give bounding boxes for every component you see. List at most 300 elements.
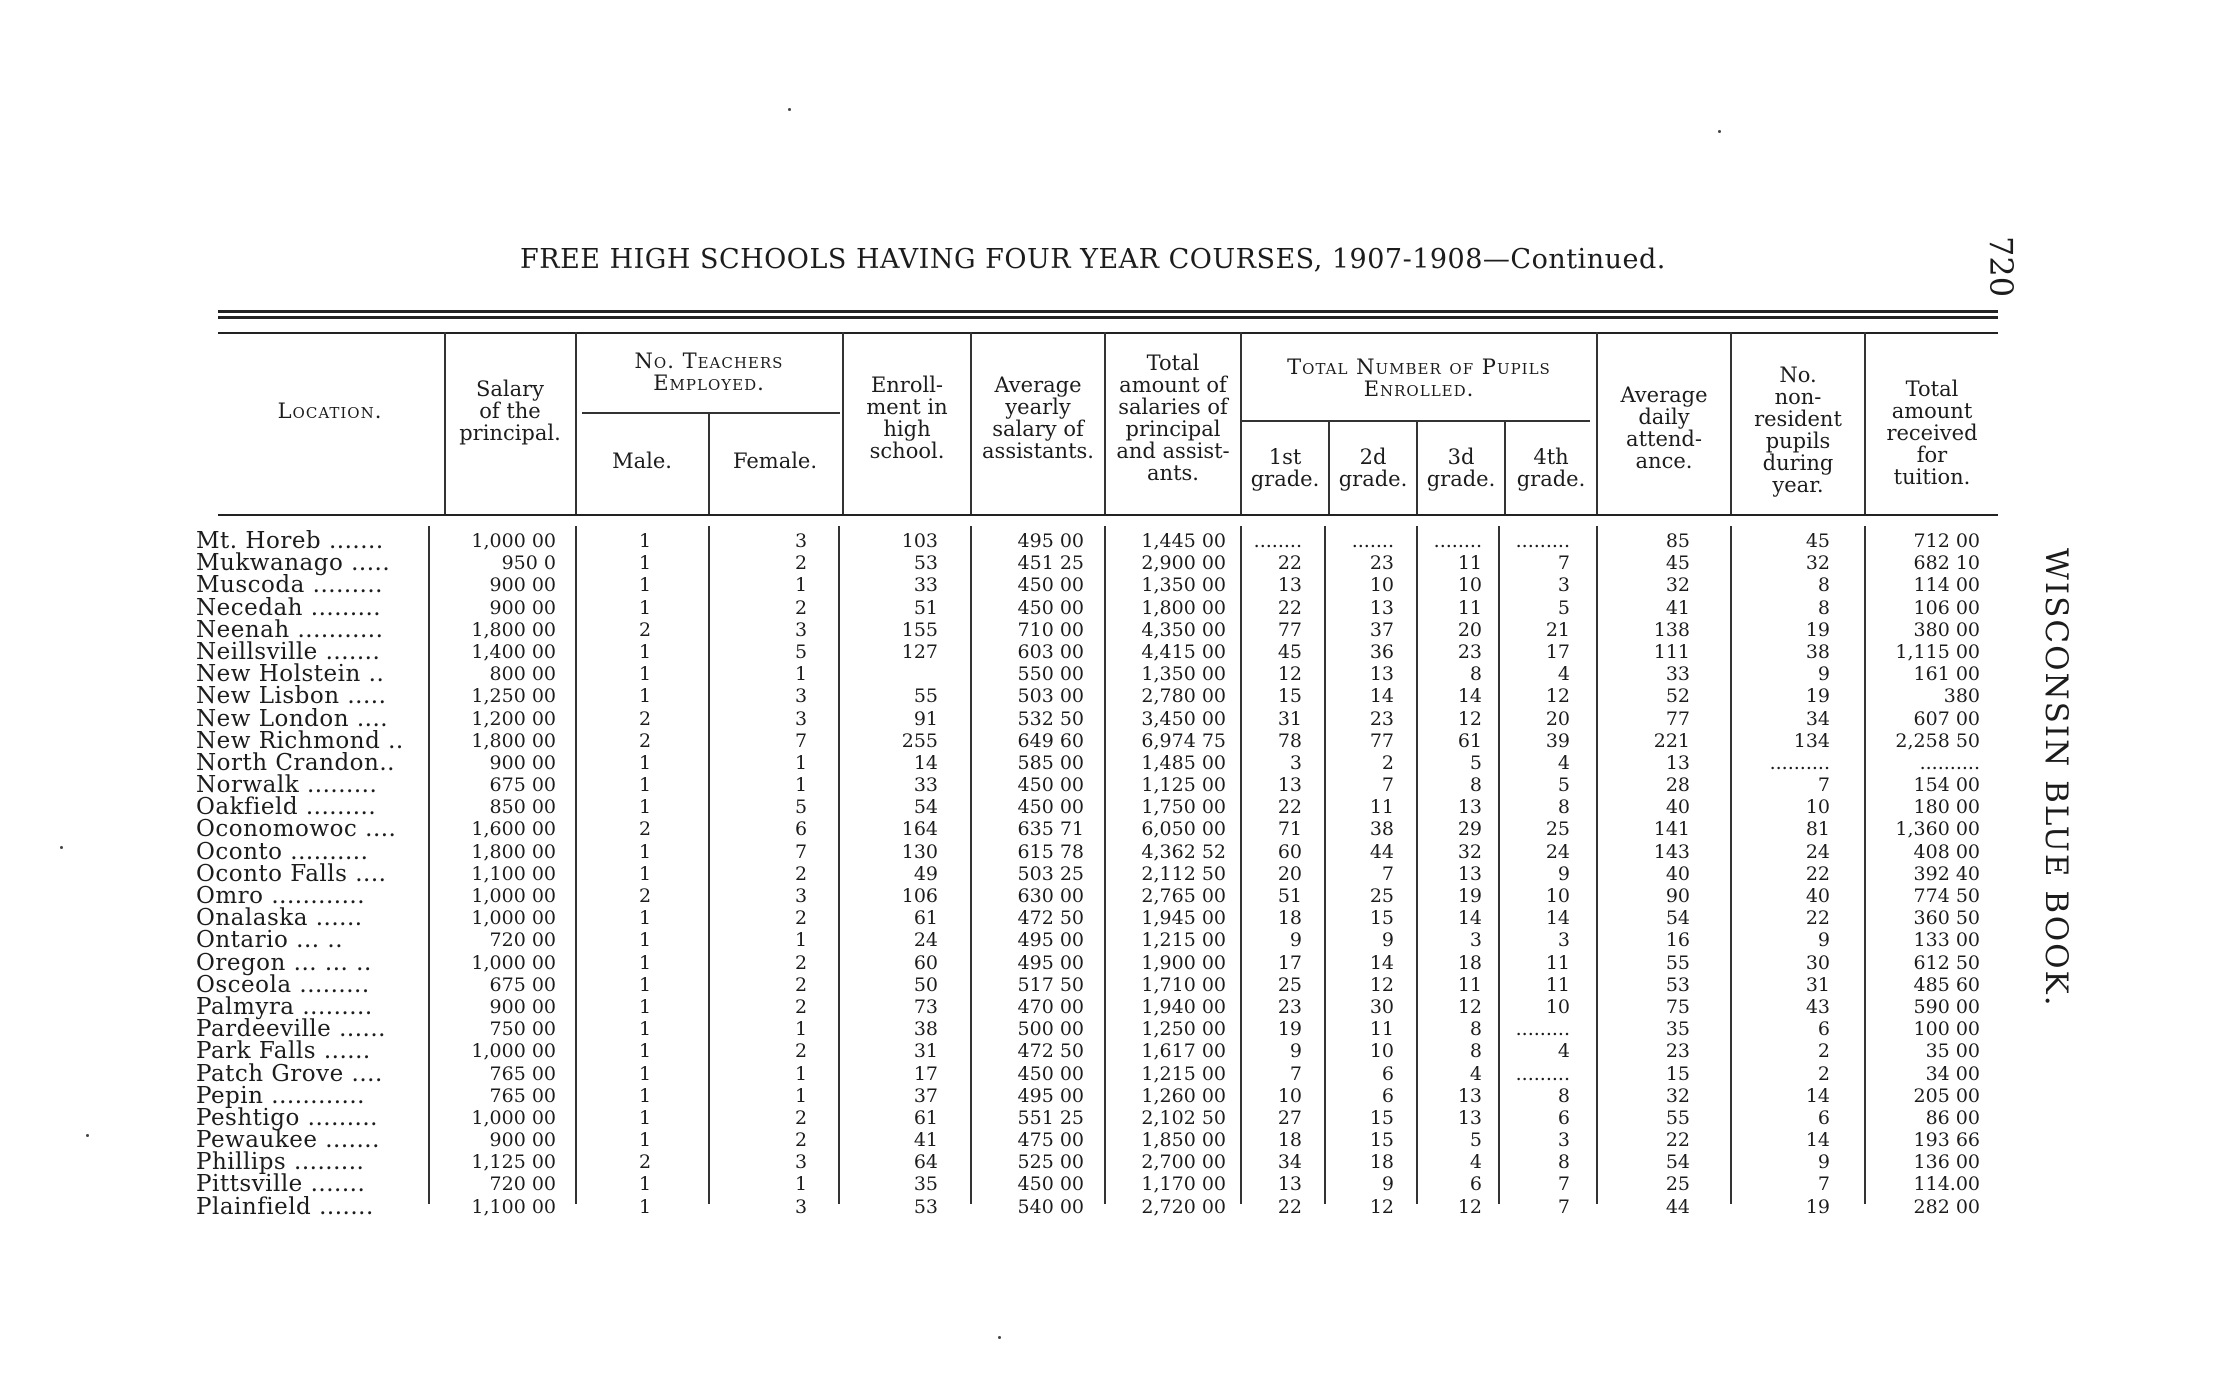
cell-tuition: 133 00 [1913,929,1980,952]
cell-g1: 10 [1277,1084,1302,1107]
cell-avg-salary: 472 50 [1017,907,1084,930]
cell-tuition: 360 50 [1913,907,1980,930]
cell-salary: 720 00 [489,1173,556,1196]
cell-male: 1 [638,840,652,863]
cell-total-salaries: 6,974 75 [1141,729,1226,752]
cell-g4: 8 [1557,1084,1570,1107]
cell-g3: 12 [1457,1195,1482,1218]
cell-tuition: 712 00 [1913,530,1980,552]
cell-g3: 11 [1457,552,1482,575]
cell-female: 5 [794,796,808,819]
cell-g3: 8 [1469,1040,1482,1063]
cell-female: 3 [794,685,808,708]
cell-attendance: 35 [1665,1018,1690,1041]
cell-enrollment: 17 [913,1062,938,1085]
cell-salary: 1,000 00 [471,907,556,930]
cell-g2: 7 [1381,862,1394,885]
cell-total-salaries: 2,780 00 [1141,685,1226,708]
column-tuition [1868,530,1980,1218]
cell-salary: 1,800 00 [471,618,556,641]
cell-total-salaries: 1,850 00 [1141,1129,1226,1152]
cell-attendance: 16 [1665,929,1690,952]
cell-nonresident: 9 [1817,1151,1830,1174]
cell-location: New Holstein .. [196,661,385,688]
cell-male: 1 [638,1018,652,1041]
cell-attendance: 41 [1665,596,1690,619]
divider [970,526,972,1204]
cell-avg-salary: 525 00 [1017,1151,1084,1174]
cell-attendance: 138 [1653,618,1690,641]
cell-female: 6 [794,818,808,841]
cell-attendance: 44 [1665,1195,1690,1218]
cell-attendance: 221 [1653,729,1690,752]
cell-salary: 1,000 00 [471,885,556,907]
cell-g3: 13 [1457,796,1482,819]
header-female: Female. [732,449,818,473]
cell-female: 3 [794,707,808,730]
cell-enrollment: 49 [913,862,938,885]
cell-g2: 13 [1369,663,1394,686]
cell-tuition: 1,360 00 [1895,818,1980,841]
cell-tuition: 682 10 [1913,552,1980,575]
cell-tuition: .......... [1919,751,1980,774]
cell-total-salaries: 1,215 00 [1141,929,1226,952]
cell-g3: 13 [1457,862,1482,885]
cell-male: 1 [638,1062,652,1085]
cell-enrollment [870,663,938,685]
print-speck [788,108,791,111]
cell-g4: 5 [1557,774,1570,797]
cell-g4: 21 [1545,618,1570,641]
cell-female: 2 [794,973,808,996]
cell-nonresident: 19 [1805,685,1830,708]
cell-total-salaries: 1,350 00 [1141,663,1226,686]
cell-avg-salary: 450 00 [1017,596,1084,619]
cell-attendance: 141 [1653,818,1690,841]
cell-nonresident: 81 [1805,818,1830,841]
cell-g2: 11 [1369,796,1394,819]
cell-g1: 22 [1277,1195,1302,1218]
cell-total-salaries: 2,900 00 [1141,552,1226,575]
cell-g2: 11 [1369,1018,1394,1041]
cell-tuition: 392 40 [1913,862,1980,885]
cell-nonresident: 9 [1817,929,1830,952]
cell-location: Mukwanago ..... [196,550,391,577]
cell-g2: 77 [1369,729,1394,752]
cell-location: Oconto Falls .... [196,860,387,887]
cell-g3: 8 [1469,663,1482,686]
cell-salary: 1,800 00 [471,729,556,752]
cell-attendance: 55 [1665,1106,1690,1129]
cell-tuition: 607 00 [1913,707,1980,730]
cell-nonresident: 31 [1805,973,1830,996]
cell-female: 7 [794,840,808,863]
cell-total-salaries: 1,900 00 [1141,951,1226,974]
cell-tuition: 180 00 [1913,796,1980,819]
cell-g3: 3 [1469,929,1482,952]
cell-male: 1 [638,530,652,552]
cell-nonresident: 7 [1817,774,1830,797]
cell-female: 2 [794,596,808,619]
cell-tuition: 114 00 [1913,574,1980,597]
cell-female: 2 [794,1106,808,1129]
cell-tuition: 193 66 [1913,1129,1980,1152]
cell-total-salaries: 2,112 50 [1141,862,1226,885]
cell-nonresident: 2 [1817,1040,1830,1063]
cell-g3: 13 [1457,1084,1482,1107]
cell-g4: 4 [1557,663,1570,686]
cell-location: Patch Grove .... [196,1060,383,1087]
divider [1104,526,1106,1204]
cell-avg-salary: 550 00 [1017,663,1084,686]
cell-salary: 1,100 00 [471,1195,556,1218]
cell-g2: 18 [1369,1151,1394,1174]
cell-attendance: 90 [1665,885,1690,907]
cell-salary: 900 00 [489,995,556,1018]
cell-g2: 7 [1381,774,1394,797]
cell-total-salaries: 6,050 00 [1141,818,1226,841]
cell-tuition: 86 00 [1925,1106,1980,1129]
cell-g3: 6 [1469,1173,1482,1196]
cell-g4: 25 [1545,818,1570,841]
cell-salary: 720 00 [489,929,556,952]
cell-nonresident: 19 [1805,618,1830,641]
cell-g4: 17 [1545,640,1570,663]
cell-salary: 765 00 [489,1084,556,1107]
cell-tuition: 408 00 [1913,840,1980,863]
cell-location: Neenah ........... [196,616,384,643]
cell-avg-salary: 551 25 [1017,1106,1084,1129]
cell-g2: 6 [1381,1084,1394,1107]
cell-g3: 5 [1469,751,1482,774]
cell-avg-salary: 517 50 [1017,973,1084,996]
cell-avg-salary: 472 50 [1017,1040,1084,1063]
cell-g3: 32 [1457,840,1482,863]
cell-tuition: 114.00 [1913,1173,1980,1196]
cell-female: 1 [794,751,808,774]
cell-location: New Richmond .. [196,727,404,754]
cell-tuition: 774 50 [1913,885,1980,907]
cell-salary: 900 00 [489,596,556,619]
cell-location: Omro ............ [196,883,366,909]
cell-enrollment: 103 [901,530,938,552]
cell-enrollment: 51 [913,596,938,619]
cell-total-salaries: 1,945 00 [1141,907,1226,930]
cell-location: Ontario ... .. [196,927,343,954]
cell-male: 1 [638,574,652,597]
cell-salary: 1,400 00 [471,640,556,663]
cell-g1: 22 [1277,596,1302,619]
cell-total-salaries: 1,445 00 [1141,530,1226,552]
cell-g3: 19 [1457,885,1482,907]
cell-salary: 900 00 [489,751,556,774]
cell-enrollment: 53 [913,552,938,575]
cell-nonresident: 6 [1817,1106,1830,1129]
cell-total-salaries: 4,350 00 [1141,618,1226,641]
cell-total-salaries: 2,720 00 [1141,1195,1226,1218]
top-rule [218,310,1998,313]
cell-g2: 14 [1369,951,1394,974]
cell-enrollment: 24 [913,929,938,952]
cell-g3: 12 [1457,707,1482,730]
cell-avg-salary: 532 50 [1017,707,1084,730]
cell-g4: 24 [1545,840,1570,863]
cell-location: Peshtigo ......... [196,1104,378,1131]
cell-g2: 15 [1369,1106,1394,1129]
cell-nonresident: 9 [1817,663,1830,686]
cell-salary: 900 00 [489,574,556,597]
cell-g4: 7 [1557,1195,1570,1218]
cell-male: 1 [638,995,652,1018]
cell-nonresident: 45 [1805,530,1830,552]
cell-g1: 7 [1289,1062,1302,1085]
cell-male: 2 [638,885,652,907]
cell-location: Plainfield ....... [196,1193,374,1220]
column-average-salary [984,530,1084,1218]
cell-attendance: 33 [1665,663,1690,686]
cell-male: 2 [638,707,652,730]
divider [1240,526,1242,1204]
cell-g4: 4 [1557,1040,1570,1063]
divider [1324,526,1326,1204]
cell-g4: 7 [1557,552,1570,575]
cell-g1: 71 [1277,818,1302,841]
cell-avg-salary: 503 00 [1017,685,1084,708]
cell-g3: ........ [1433,530,1482,552]
cell-male: 1 [638,907,652,930]
cell-nonresident: 19 [1805,1195,1830,1218]
cell-g1: 3 [1289,751,1302,774]
cell-location: Muscoda ......... [196,572,383,599]
page-number: 720 [1982,236,2020,298]
running-head: WISCONSIN BLUE BOOK. [2038,548,2074,1008]
cell-g3: 23 [1457,640,1482,663]
cell-location: Oconto .......... [196,838,369,865]
cell-location: Necedah ......... [196,594,382,621]
cell-tuition: 380 00 [1913,618,1980,641]
cell-enrollment: 38 [913,1018,938,1041]
cell-salary: 900 00 [489,1129,556,1152]
cell-g3: 14 [1457,907,1482,930]
cell-female: 1 [794,574,808,597]
header-enrollment: Enroll- ment in high school. [866,373,948,463]
cell-tuition: 282 00 [1913,1195,1980,1218]
cell-g4: 7 [1557,1173,1570,1196]
cell-avg-salary: 450 00 [1017,1062,1084,1085]
cell-nonresident: 2 [1817,1062,1830,1085]
cell-avg-salary: 495 00 [1017,1084,1084,1107]
cell-location: Phillips ......... [196,1149,365,1176]
cell-avg-salary: 649 60 [1017,729,1084,752]
cell-g1: 12 [1277,663,1302,686]
cell-enrollment: 53 [913,1195,938,1218]
cell-salary: 1,100 00 [471,862,556,885]
cell-male: 1 [638,1084,652,1107]
cell-g2: 10 [1369,574,1394,597]
cell-g4: ......... [1515,1062,1570,1085]
cell-g3: 13 [1457,1106,1482,1129]
cell-tuition: 106 00 [1913,596,1980,619]
cell-g3: 29 [1457,818,1482,841]
cell-tuition: 136 00 [1913,1151,1980,1174]
cell-female: 1 [794,1062,808,1085]
cell-g2: 9 [1381,929,1394,952]
cell-enrollment: 255 [901,729,938,752]
divider [428,526,430,1204]
cell-g3: 4 [1469,1062,1482,1085]
divider [708,526,710,1204]
cell-g4: 6 [1557,1106,1570,1129]
cell-total-salaries: 1,485 00 [1141,751,1226,774]
cell-salary: 1,000 00 [471,1040,556,1063]
cell-avg-salary: 585 00 [1017,751,1084,774]
cell-salary: 675 00 [489,774,556,797]
cell-salary: 950 0 [501,552,556,575]
cell-enrollment: 106 [901,885,938,907]
cell-g1: 77 [1277,618,1302,641]
cell-total-salaries: 1,250 00 [1141,1018,1226,1041]
cell-male: 1 [638,1173,652,1196]
cell-g4: 9 [1557,862,1570,885]
header-tuition: Total amount received for tuition. [1886,377,1978,489]
cell-g2: 9 [1381,1173,1394,1196]
column-nonresident [1734,530,1830,1218]
cell-female: 3 [794,530,808,552]
divider [1596,526,1598,1204]
cell-male: 1 [638,1195,652,1218]
cell-g2: 38 [1369,818,1394,841]
cell-nonresident: 7 [1817,1173,1830,1196]
cell-female: 1 [794,1018,808,1041]
cell-g1: 23 [1277,995,1302,1018]
cell-female: 2 [794,552,808,575]
cell-g3: 61 [1457,729,1482,752]
cell-male: 2 [638,818,652,841]
cell-tuition: 205 00 [1913,1084,1980,1107]
cell-g4: 8 [1557,1151,1570,1174]
cell-total-salaries: 1,617 00 [1141,1040,1226,1063]
cell-total-salaries: 1,750 00 [1141,796,1226,819]
cell-tuition: 100 00 [1913,1018,1980,1041]
cell-g3: 18 [1457,951,1482,974]
cell-location: New London .... [196,705,389,732]
cell-nonresident: 134 [1793,729,1830,752]
cell-g2: 14 [1369,685,1394,708]
cell-avg-salary: 710 00 [1017,618,1084,641]
header-nonresident: No. non- resident pupils during year. [1754,363,1842,497]
cell-avg-salary: 503 25 [1017,862,1084,885]
cell-g1: 13 [1277,774,1302,797]
cell-enrollment: 54 [913,796,938,819]
cell-g1: 9 [1289,929,1302,952]
cell-location: Oregon ... ... .. [196,949,372,976]
cell-enrollment: 33 [913,574,938,597]
cell-attendance: 77 [1665,707,1690,730]
column-grade-4 [1500,530,1570,1218]
cell-g2: 25 [1369,885,1394,907]
cell-nonresident: 8 [1817,596,1830,619]
cell-male: 2 [638,1151,652,1174]
cell-g1: 78 [1277,729,1302,752]
cell-g4: 5 [1557,596,1570,619]
cell-avg-salary: 495 00 [1017,951,1084,974]
cell-g3: 11 [1457,596,1482,619]
column-grade-2 [1330,530,1394,1218]
cell-g1: 45 [1277,640,1302,663]
cell-avg-salary: 450 00 [1017,796,1084,819]
cell-nonresident: 22 [1805,907,1830,930]
cell-avg-salary: 450 00 [1017,574,1084,597]
cell-attendance: 53 [1665,973,1690,996]
cell-salary: 1,600 00 [471,818,556,841]
column-attendance [1600,530,1690,1218]
cell-attendance: 40 [1665,862,1690,885]
cell-attendance: 40 [1665,796,1690,819]
cell-salary: 675 00 [489,973,556,996]
cell-attendance: 143 [1653,840,1690,863]
cell-g1: 9 [1289,1040,1302,1063]
cell-enrollment: 127 [901,640,938,663]
cell-location: Osceola ......... [196,971,370,998]
cell-g4: ......... [1515,530,1570,552]
header-average-salary: Average yearly salary of assistants. [982,373,1094,463]
cell-g4: 3 [1557,1129,1570,1152]
cell-g1: 31 [1277,707,1302,730]
cell-g1: 22 [1277,552,1302,575]
cell-female: 3 [794,885,808,907]
cell-male: 1 [638,1129,652,1152]
cell-g2: 6 [1381,1062,1394,1085]
cell-avg-salary: 615 78 [1017,840,1084,863]
cell-female: 1 [794,1173,808,1196]
cell-g1: 51 [1277,885,1302,907]
cell-female: 2 [794,907,808,930]
cell-g4: 12 [1545,685,1570,708]
cell-g4: 11 [1545,973,1570,996]
cell-total-salaries: 1,125 00 [1141,774,1226,797]
cell-female: 3 [794,1195,808,1218]
cell-male: 1 [638,929,652,952]
cell-male: 1 [638,552,652,575]
cell-male: 1 [638,973,652,996]
cell-nonresident: 38 [1805,640,1830,663]
cell-avg-salary: 475 00 [1017,1129,1084,1152]
cell-female: 5 [794,640,808,663]
cell-g2: 12 [1369,1195,1394,1218]
cell-tuition: 35 00 [1925,1040,1980,1063]
cell-g2: 2 [1381,751,1394,774]
cell-salary: 765 00 [489,1062,556,1085]
cell-attendance: 54 [1665,907,1690,930]
cell-nonresident: 32 [1805,552,1830,575]
column-total-salaries [1110,530,1226,1218]
cell-g1: 20 [1277,862,1302,885]
cell-total-salaries: 4,362 52 [1141,840,1226,863]
cell-avg-salary: 451 25 [1017,552,1084,575]
cell-g4: 20 [1545,707,1570,730]
cell-female: 2 [794,995,808,1018]
cell-salary: 800 00 [489,663,556,686]
cell-enrollment: 50 [913,973,938,996]
column-location [196,530,428,1218]
cell-g1: 18 [1277,907,1302,930]
cell-enrollment: 55 [913,685,938,708]
cell-attendance: 32 [1665,1084,1690,1107]
cell-g1: 27 [1277,1106,1302,1129]
cell-salary: 1,000 00 [471,1106,556,1129]
cell-g4: 10 [1545,885,1570,907]
cell-attendance: 111 [1653,640,1690,663]
